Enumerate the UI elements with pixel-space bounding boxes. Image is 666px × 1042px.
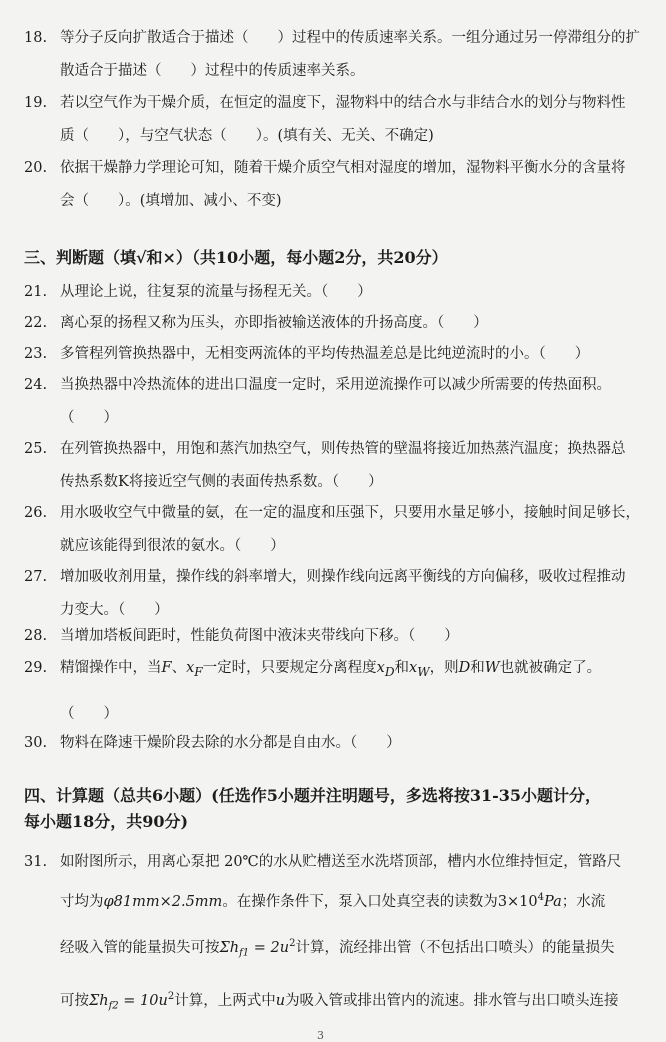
question-number: 28. [24, 628, 48, 644]
question-20 [24, 152, 642, 218]
question-25 [24, 433, 642, 499]
question-number: 24. [24, 377, 48, 393]
question-number: 27. [24, 569, 48, 585]
question-number: 19. [24, 95, 48, 111]
question-text: 等分子反向扩散适合于描述（ ）过程中的传质速率关系。一组分通过另一停滞组分的扩 [60, 30, 640, 46]
question-number: 22. [24, 315, 48, 331]
question-text: 用水吸收空气中微量的氨，在一定的温度和压强下，只要用水量足够小，接触时间足够长， [60, 505, 640, 521]
question-text: 寸均为φ81mm×2.5mm。在操作条件下，泵入口处真空表的读数为$3\times 10^4Pa$；水流 [60, 892, 606, 910]
question-23 [24, 338, 642, 371]
section-header-calculation-cont: 每小题18分，共90分) [24, 812, 189, 831]
question-text: 在列管换热器中，用饱和蒸汽加热空气，则传热管的壁温将接近加热蒸汽温度；换热器总 [60, 441, 626, 457]
question-text: 物料在降速干燥阶段去除的水分都是自由水。（ ） [60, 735, 401, 751]
question-number: 20. [24, 160, 48, 176]
question-text: 当增加塔板间距时，性能负荷图中液沫夹带线向下移。（ ） [60, 628, 459, 644]
page-number: 3 [317, 1029, 324, 1042]
question-29 [24, 652, 642, 731]
question-30 [24, 727, 642, 760]
section-header-calculation: 四、计算题（总共6小题）(任选作5小题并注明题号，多选将按31-35小题计分， [24, 786, 602, 805]
question-31 [24, 846, 642, 1022]
question-text: 依据干燥静力学理论可知，随着干燥介质空气相对湿度的增加，湿物料平衡水分的含量将 [60, 160, 626, 176]
question-text: （ ） [60, 705, 118, 722]
question-text: 会（ ）。(填增加、减小、不变) [60, 193, 282, 209]
question-21 [24, 276, 642, 309]
question-number: 26. [24, 505, 48, 521]
question-number: 31. [24, 854, 48, 870]
question-number: 25. [24, 441, 48, 457]
question-text: 经吸入管的能量损失可按$\Sigma h_{f1} = 2u^2$计算，流经排出管（不包括出口喷头）的能量损失 [60, 937, 615, 959]
question-22 [24, 307, 642, 340]
question-text: 可按$\Sigma h_{f2} = 10u^2$计算，上两式中u为吸入管或排出管内的流速。排水管与出口喷头连接 [60, 990, 619, 1012]
section-header-judgment: 三、判断题（填√和×）（共10小题，每小题2分，共20分） [24, 248, 448, 267]
question-text: 离心泵的扬程又称为压头，亦即指被输送液体的升扬高度。（ ） [60, 315, 488, 331]
question-28 [24, 620, 642, 653]
question-text: 从理论上说，往复泵的流量与扬程无关。（ ） [60, 284, 372, 300]
question-24 [24, 369, 642, 435]
question-26 [24, 497, 642, 563]
question-text: 增加吸收剂用量，操作线的斜率增大，则操作线向远离平衡线的方向偏移，吸收过程推动 [60, 569, 626, 585]
question-number: 23. [24, 346, 48, 362]
question-number: 29. [24, 660, 48, 676]
question-text: 如附图所示，用离心泵把 20℃的水从贮槽送至水洗塔顶部，槽内水位维持恒定，管路尺 [60, 854, 622, 870]
question-text: 当换热器中冷热流体的进出口温度一定时，采用逆流操作可以减少所需要的传热面积。 [60, 377, 611, 393]
question-text: 力变大。（ ） [60, 602, 169, 618]
question-19 [24, 87, 642, 153]
question-18 [24, 22, 642, 88]
question-text: 多管程列管换热器中，无相变两流体的平均传热温差总是比纯逆流时的小。（ ） [60, 346, 590, 362]
question-text: 散适合于描述（ ）过程中的传质速率关系。 [60, 63, 365, 79]
question-text: 传热系数K将接近空气侧的表面传热系数。（ ） [60, 474, 383, 490]
question-number: 30. [24, 735, 48, 751]
question-text: 就应该能得到很浓的氨水。（ ） [60, 538, 285, 554]
question-27 [24, 561, 642, 627]
question-text: 精馏操作中，当F、$x_F$一定时，只要规定分离程度$x_D$和$x_W$，则D和W也就被确定了。 [60, 660, 602, 679]
question-text: （ ） [60, 410, 118, 426]
question-text: 若以空气作为干燥介质，在恒定的温度下，湿物料中的结合水与非结合水的划分与物料性 [60, 95, 626, 111]
question-number: 21. [24, 284, 48, 300]
question-number: 18. [24, 30, 48, 46]
question-text: 质（ ），与空气状态（ ）。(填有关、无关、不确定) [60, 128, 434, 144]
